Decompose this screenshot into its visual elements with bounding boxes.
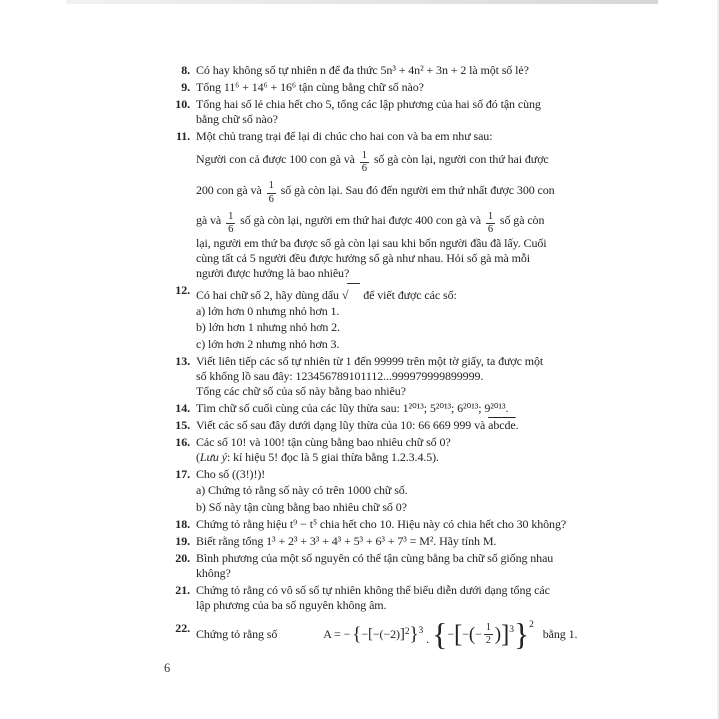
fraction-one-sixth: $\frac{1}{6}$ bbox=[487, 210, 494, 235]
fraction-one-sixth: $\frac{1}{6}$ bbox=[361, 149, 367, 174]
problem-text: để viết được các số: bbox=[363, 287, 457, 302]
formula-A bbox=[323, 616, 534, 652]
minus-sign: − bbox=[475, 627, 482, 642]
brace-close: } bbox=[409, 623, 419, 645]
bracket-open: [ bbox=[454, 620, 463, 648]
problem-18 bbox=[166, 517, 586, 532]
option-a: a) lớn hơn 0 nhưng nhỏ hơn 1. bbox=[196, 303, 340, 318]
problem-text: Biết rằng tổng 1³ + 2³ + 3³ + 4³ + 5³ + 6³ + 7³ = M². Hãy tính M. bbox=[196, 534, 497, 548]
problem-22 bbox=[166, 616, 586, 652]
story-text: Người con cả được 100 con gà và bbox=[196, 152, 355, 166]
brace-close: } bbox=[513, 616, 530, 652]
problem-12 bbox=[166, 283, 586, 353]
minus-sign: − bbox=[447, 627, 455, 642]
exponent: 2 bbox=[529, 620, 534, 630]
problem-number: 22. bbox=[175, 621, 190, 635]
problem-text: Có hay không số tự nhiên n để đa thức 5n³ + 4n² + 3n + 2 là một số lẻ? bbox=[196, 63, 529, 77]
formula-lhs: A = − bbox=[323, 627, 351, 642]
story-line bbox=[196, 175, 586, 206]
story-line bbox=[196, 205, 586, 236]
problem-number: 17. bbox=[175, 467, 190, 481]
story-text: số gà còn lại, người con thứ hai được bbox=[373, 152, 549, 166]
problem-text-line: bằng chữ số nào? bbox=[196, 112, 278, 126]
story-line bbox=[196, 144, 586, 175]
exponent: 3 bbox=[418, 625, 424, 636]
story-line: lại, người em thứ ba được số gà còn lại sau khi bốn người đầu đã lấy. Cuối bbox=[196, 235, 547, 250]
story-text: số gà còn lại. Sau đó đến người em thứ nhất được 300 con bbox=[280, 182, 555, 197]
problem-number: 16. bbox=[175, 435, 190, 449]
option-a: a) Chứng tỏ rằng số này có trên 1000 chữ số. bbox=[196, 483, 408, 497]
problem-text-line bbox=[196, 418, 586, 433]
option-b: b) Số này tận cùng bằng bao nhiêu chữ số 0? bbox=[196, 499, 407, 514]
problem-text: Cho số ((3!)!)! bbox=[196, 467, 266, 481]
problem-text-line: Một chủ trang trại để lại di chúc cho hai con và ba em như sau: bbox=[196, 129, 493, 143]
problem-13 bbox=[166, 354, 586, 399]
brace-open: { bbox=[352, 623, 362, 645]
problem-14 bbox=[166, 401, 586, 416]
bracket-close: ] bbox=[500, 620, 510, 648]
problem-number: 9. bbox=[181, 80, 190, 94]
problem-16 bbox=[166, 435, 586, 465]
problem-15 bbox=[166, 418, 586, 433]
problem-number: 10. bbox=[175, 97, 190, 111]
problem-number: 21. bbox=[175, 583, 190, 597]
problem-text-line: Viết liên tiếp các số tự nhiên từ 1 đến 99999 trên một tờ giấy, ta được một bbox=[196, 354, 544, 368]
problem-number: 12. bbox=[175, 282, 190, 297]
problem-number: 18. bbox=[175, 517, 190, 531]
multiplication-dot: . bbox=[426, 632, 430, 647]
story-text: số gà còn bbox=[499, 213, 545, 227]
note-line: (Lưu ý: kí hiệu 5! đọc là 5 giai thừa bằng 1.2.3.4.5). bbox=[196, 450, 439, 464]
problem-number: 20. bbox=[175, 551, 190, 565]
paren-open: ( bbox=[468, 623, 476, 645]
problem-number: 15. bbox=[175, 418, 190, 432]
problem-number: 19. bbox=[175, 534, 190, 548]
problem-10 bbox=[166, 97, 586, 127]
minus-sign: − bbox=[462, 627, 469, 642]
formula-group-1 bbox=[352, 623, 424, 645]
fraction-one-sixth: $\frac{1}{6}$ bbox=[228, 210, 234, 235]
problem-text-line bbox=[196, 283, 586, 303]
problem-number: 8. bbox=[181, 63, 190, 77]
problem-text-line: Bình phương của một số nguyên có thể tận cùng bằng ba chữ số giống nhau bbox=[196, 551, 554, 565]
note-italic: Lưu ý bbox=[199, 450, 227, 464]
exercise-list bbox=[166, 63, 586, 650]
problem-text: Viết các số sau đây dưới dạng lũy thừa của 10: 66 669 999 và bbox=[196, 418, 486, 432]
problem-19 bbox=[166, 534, 586, 549]
problem-8 bbox=[166, 63, 586, 78]
problem-text-line: Chứng tỏ rằng có vô số số tự nhiên không thể biểu diễn dưới dạng tổng các bbox=[196, 583, 550, 597]
overlined-abcde: abcde bbox=[488, 418, 516, 432]
problem-17 bbox=[166, 467, 586, 515]
brace-open: { bbox=[432, 616, 448, 652]
problem-11 bbox=[166, 129, 586, 281]
problem-text-line: Các số 10! và 100! tận cùng bằng bao nhiêu chữ số 0? bbox=[196, 435, 451, 449]
story-line: cùng tất cả 5 người đều được hưởng số gà như nhau. Hỏi số gà mà mỗi bbox=[196, 250, 530, 265]
problem-number: 11. bbox=[175, 129, 190, 143]
problem-text-line: lập phương của ba số nguyên không âm. bbox=[196, 598, 387, 612]
story-text: 200 con gà và bbox=[196, 182, 262, 197]
radical-vinculum bbox=[347, 283, 360, 293]
exponent: 2 bbox=[404, 626, 410, 637]
problem-text-line: số khổng lồ sau đây: 123456789101112...999979999899999. bbox=[196, 369, 484, 383]
formula-tail: bằng 1. bbox=[542, 627, 578, 642]
option-c: c) lớn hơn 2 nhưng nhỏ hơn 3. bbox=[196, 336, 340, 351]
problem-9 bbox=[166, 80, 586, 95]
story-line: người được hưởng là bao nhiêu? bbox=[196, 265, 350, 280]
bracket-open: [ bbox=[367, 626, 373, 643]
problem-21 bbox=[166, 583, 586, 613]
minus-sign: − bbox=[361, 627, 368, 642]
scan-edge-top bbox=[66, 0, 658, 4]
problem-number: 14. bbox=[175, 401, 190, 415]
problem-number: 13. bbox=[175, 354, 190, 368]
exponent: 3 bbox=[509, 625, 514, 635]
problem-text-line: Tổng các chữ số của số này bằng bao nhiêu? bbox=[196, 384, 406, 398]
fraction-one-half: $\frac{1}{2}$ bbox=[485, 622, 491, 647]
problem-text: Chứng tỏ rằng hiệu t⁹ − t⁵ chia hết cho 10. Hiệu này có chia hết cho 30 không? bbox=[196, 517, 567, 531]
problem-text: Tìm chữ số cuối cùng của các lũy thừa sau: 1²⁰¹³; 5²⁰¹³; 6²⁰¹³; 9²⁰¹³. bbox=[196, 401, 509, 415]
problem-text-line: Tổng hai số lẻ chia hết cho 5, tổng các lập phương của hai số đó tận cùng bbox=[196, 97, 541, 111]
paren-close: ) bbox=[494, 623, 501, 645]
problem-20 bbox=[166, 551, 586, 581]
problem-text: Tổng 11⁶ + 14⁶ + 16⁶ tận cùng bằng chữ số nào? bbox=[196, 80, 424, 94]
problem-text: Chứng tỏ rằng số bbox=[196, 627, 278, 642]
story-text: số gà còn lại, người em thứ hai được 400 con gà và bbox=[240, 213, 481, 227]
problem-text-line: không? bbox=[196, 566, 231, 580]
problem-text: Có hai chữ số 2, hãy dùng dấu bbox=[196, 287, 339, 302]
formula-group-2 bbox=[432, 616, 534, 652]
bracket-close: ] bbox=[399, 626, 405, 643]
story-text: gà và bbox=[196, 213, 222, 227]
option-b: b) lớn hơn 1 nhưng nhỏ hơn 2. bbox=[196, 320, 340, 334]
page-number: 6 bbox=[164, 661, 171, 675]
problem-text: . bbox=[515, 418, 519, 432]
inner-expression: −(−2) bbox=[372, 627, 400, 642]
radical-sign: √ bbox=[342, 283, 361, 303]
fraction-one-sixth: $\frac{1}{6}$ bbox=[268, 180, 274, 205]
